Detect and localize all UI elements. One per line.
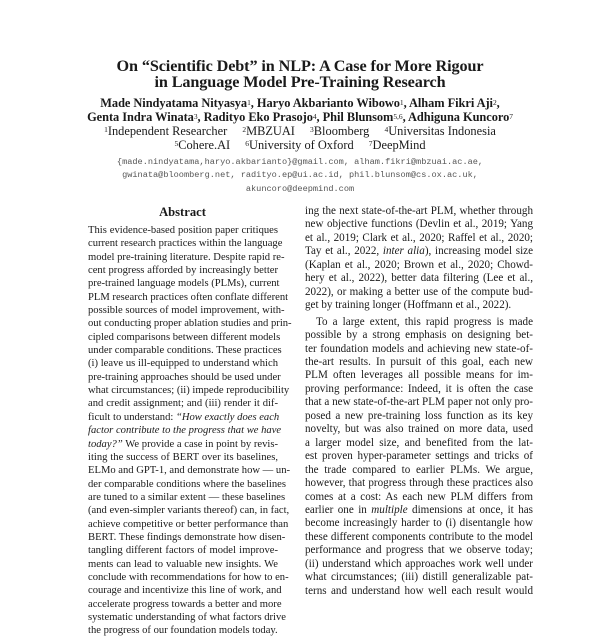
body-line: ter foundation models and achieving new state-of- [305, 342, 533, 355]
abstract-line: courage and incentivize this line of work, and [88, 585, 282, 597]
body-line: the-art results. In pursuit of this goal, each new [305, 355, 533, 368]
body-line: ing the next state-of-the-art PLM, whether through [305, 205, 533, 217]
body-line: earlier one in multiple dimensions at once, it has [305, 503, 533, 516]
author-affiliation-mark: 7 [509, 111, 513, 121]
affiliation-line-1 [0, 124, 600, 138]
body-line: become increasingly harder to (i) disentangle how [305, 517, 533, 530]
author-affiliation-mark: 5,6 [393, 111, 403, 121]
abstract-line: the progress of our foundation models today. [88, 625, 278, 637]
abstract-line: ficult to understand: “How exactly does each [88, 411, 280, 423]
body-line: however, that progress through these practices also [305, 477, 533, 490]
abstract-line: factor contribute to the progress that we have [88, 425, 282, 437]
body-line: hery et al., 2022), better data filtering (Lee et al., [305, 272, 533, 285]
body-line: comes at a cost: As each new PLM differs from [305, 490, 533, 503]
affiliation: $^2$MBZUAI [242, 124, 295, 138]
affiliation: $^7$DeepMind [368, 138, 426, 152]
affiliation-line-2 [0, 138, 600, 152]
abstract-line: pre-training approaches should be used under [88, 371, 281, 383]
abstract-line: possible sources of model improvement, with- [88, 305, 285, 317]
abstract-line: current research practices within the language [88, 238, 283, 250]
abstract-line: PLM research practices often conflate different [88, 291, 289, 303]
body-line: what circumstances; (iii) distill generalizable pat- [305, 571, 533, 584]
author-name: Phil Blunsom [322, 109, 394, 124]
email-line: gwinata@bloomberg.net, radityo.ep@ui.ac.id, phil.blunsom@cs.ox.ac.uk, [122, 170, 478, 181]
author-list [0, 97, 600, 124]
affiliation: $^3$Bloomberg [310, 124, 370, 138]
body-line: a larger model size, and benefited from the lat- [305, 436, 533, 449]
body-line: (ii) understand which approaches work well under [305, 557, 533, 570]
abstract-line: cipled comparisons between different models [88, 331, 281, 343]
abstract-body [88, 224, 292, 638]
abstract-line: are tuned to a similar extent — these baselines [88, 491, 286, 503]
abstract-line: model pre-training literature. Despite rapid re- [88, 251, 285, 263]
body-line: 2022), or making a better use of the compute bud- [305, 285, 533, 298]
author-affiliation-mark: 3 [193, 111, 198, 121]
abstract-line: der comparable conditions where the baselines [88, 478, 286, 490]
abstract-heading: Abstract [159, 205, 206, 219]
abstract-line: cent progress afforded by increasingly better [88, 265, 278, 277]
abstract-line: (i) leave us ill-equipped to understand which [88, 358, 278, 370]
author-emails [0, 156, 600, 196]
abstract-line: (and even-simpler variants thereof) can, in fact, [88, 505, 290, 517]
body-line: PLM often leverages all possible means for im- [305, 369, 533, 382]
abstract-line: conclude with recommendations for how to en- [88, 571, 289, 583]
author-name: Alham Fikri Aji [409, 96, 493, 110]
body-line: est proven hyper-parameter settings and tricks of [305, 450, 533, 463]
body-line: these different components contribute to the model [305, 530, 533, 543]
abstract-line: tangling different factors of model improve- [88, 545, 278, 557]
abstract-line: achieve competitive or better performance than [88, 518, 289, 530]
body-line: terns and understand how well each result would [305, 584, 533, 597]
body-line: performance and progress that we observe today; [305, 544, 533, 557]
author-affiliation-mark: 2 [492, 98, 497, 107]
body-line: novelty, but was also trained on more data, used [305, 423, 533, 436]
affiliation: $^5$Cohere.AI [174, 138, 231, 152]
body-line: Tay et al., 2022, inter alia), increasing model size [305, 245, 534, 258]
author-line-1: Made Nindyatama Nityasya$^1$, Haryo Akbarianto Wibowo$^1$, Alham Fikri Aji$^2$, [100, 96, 500, 110]
author-affiliation-mark: 1 [399, 98, 404, 107]
paper-title [0, 58, 600, 90]
author-name: Genta Indra Winata [87, 109, 194, 124]
author-name: Adhiguna Kuncoro [407, 109, 510, 124]
body-line: get by training longer (Hoffmann et al., 2022). [305, 299, 512, 312]
title-line-2: in Language Model Pre-Training Research [154, 73, 446, 91]
abstract-line: ELMo and GPT-1, and demonstrate how — un- [88, 465, 291, 477]
body-line: proving performance: Indeed, it is often the case [305, 382, 533, 395]
author-affiliation-mark: 4 [312, 111, 317, 121]
body-line: the trade compared to earlier PLMs. We argue, [305, 463, 533, 476]
title-line-1: On “Scientific Debt” in NLP: A Case for More Rigour [116, 57, 484, 75]
body-line: To a large extent, this rapid progress is made [316, 315, 533, 328]
abstract-line: This evidence-based position paper critiques [88, 225, 278, 236]
email-line: akuncoro@deepmind.com [245, 183, 355, 194]
author-name: Haryo Akbarianto Wibowo [256, 96, 400, 110]
body-line: (Kaplan et al., 2020; Brown et al., 2020; Chowd- [305, 258, 533, 271]
affiliation: $^1$Independent Researcher [104, 124, 228, 138]
body-line: et al., 2019; Clark et al., 2020; Raffel et al., 2020; [305, 231, 533, 244]
abstract-line: what circumstances; (ii) impede reproducibility [88, 385, 290, 397]
abstract-line: accelerate progress towards a better and more [88, 598, 282, 610]
abstract-line: out conducting proper ablation studies and prin- [88, 318, 292, 330]
affiliation: $^6$University of Oxford [245, 138, 354, 152]
author-name: Radityo Eko Prasojo [203, 109, 313, 124]
affiliation-list [0, 124, 600, 152]
body-line: new objective functions (Devlin et al., 2019; Yang [305, 218, 533, 231]
abstract-line: under comparable conditions. These practices [88, 345, 282, 357]
affiliation: $^4$Universitas Indonesia [384, 124, 496, 138]
author-affiliation-mark: 1 [247, 98, 251, 107]
abstract-line: ments can lead to valuable new insights. We [88, 558, 278, 570]
abstract-line: iting the success of BERT over its baselines, [88, 451, 278, 463]
abstract-line: pre-trained language models (PLMs), current [88, 278, 280, 290]
abstract-line: today?” We provide a case in point by revis- [88, 438, 278, 450]
abstract-line: BERT. These findings demonstrate how disen- [88, 531, 286, 543]
abstract-quote: “How exactly does each [175, 411, 280, 423]
body-line: that a new state-of-the-art PLM paper not only pro- [305, 396, 533, 409]
body-line: posed a new pre-training loss function as its key [305, 409, 533, 422]
email-line: {made.nindyatama,haryo.akbarianto}@gmail.com, alham.fikri@mbzuai.ac.ae, [116, 157, 484, 167]
abstract-line: systematic understanding of what factors drive [88, 611, 286, 623]
intro-body [305, 205, 533, 598]
body-line: possible by a strong emphasis on designing bet- [305, 329, 533, 342]
abstract-line: and credit assignment; and (iii) render it dif- [88, 398, 278, 410]
author-name: Made Nindyatama Nityasya [100, 96, 248, 110]
author-line-2: Genta Indra Winata$^3$, Radityo Eko Prasojo$^4$, Phil Blunsom$^{5,6}$, Adhiguna Kuncoro$^7$ [87, 109, 513, 124]
